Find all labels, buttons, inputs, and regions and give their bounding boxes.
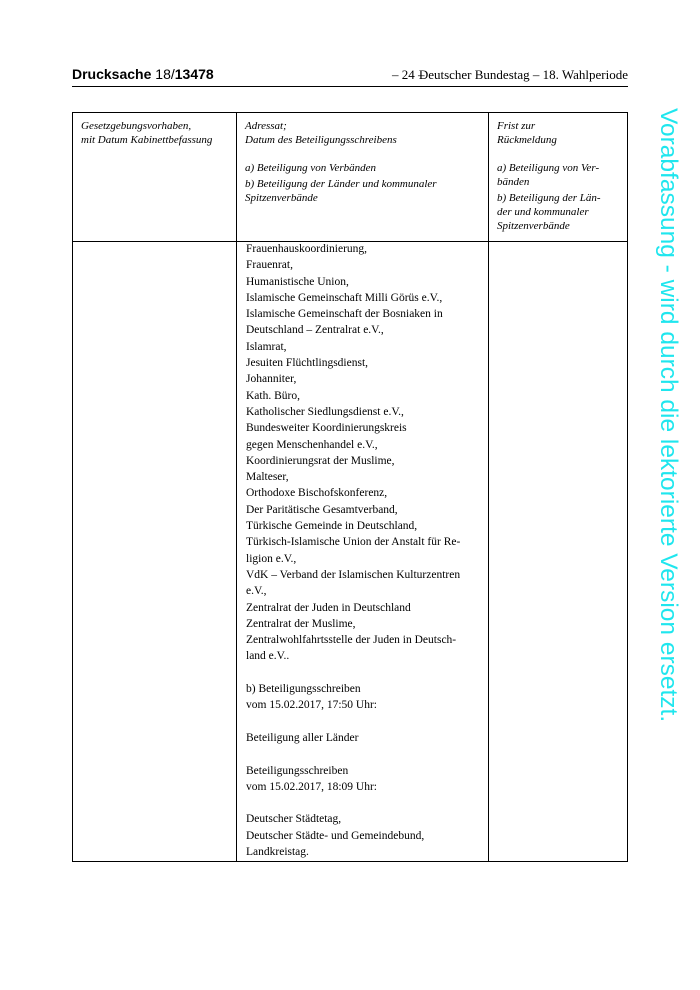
col3-sub-line: der und kommunaler bbox=[497, 206, 589, 218]
addressee-line: Bundesweiter Koordinierungskreis bbox=[246, 422, 407, 435]
drucksache-number bbox=[155, 66, 213, 82]
col2-header-line: Datum des Beteiligungsschreibens bbox=[245, 134, 397, 146]
addressee-line: Landkreistag. bbox=[246, 845, 309, 858]
addressee-line: Türkisch-Islamische Union der Anstalt für Re- bbox=[246, 536, 461, 549]
col3-header bbox=[497, 119, 622, 233]
addressee-line: Deutschland – Zentralrat e.V., bbox=[246, 324, 384, 337]
col2-header bbox=[245, 119, 490, 205]
blank-line bbox=[246, 665, 486, 681]
addressee-line: Islamrat, bbox=[246, 340, 287, 353]
col3-sub-line: bänden bbox=[497, 176, 530, 188]
addressee-line: Humanistische Union, bbox=[246, 275, 349, 288]
addressee-line: Johanniter, bbox=[246, 373, 297, 386]
addressee-line: Zentralwohlfahrtsstelle der Juden in Deutsch- bbox=[246, 634, 457, 647]
addressee-line: Frauenrat, bbox=[246, 259, 293, 272]
addressee-line: Koordinierungsrat der Muslime, bbox=[246, 454, 395, 467]
col2-sub-line: b) Beteiligung der Länder und kommunaler bbox=[245, 178, 437, 190]
col3-sub-line: Spitzenverbände bbox=[497, 220, 570, 232]
drucksache-number-prefix: 18/ bbox=[155, 66, 175, 82]
page-number: – 24 – bbox=[392, 67, 425, 82]
draft-watermark bbox=[648, 100, 688, 900]
addressee-line: VdK – Verband der Islamischen Kulturzentren bbox=[246, 568, 461, 581]
col3-header-line: Rückmeldung bbox=[497, 134, 557, 146]
addressee-line: Türkische Gemeinde in Deutschland, bbox=[246, 520, 418, 533]
addressee-line: land e.V.. bbox=[246, 650, 290, 663]
addressee-line: Zentralrat der Juden in Deutschland bbox=[246, 601, 411, 614]
addressee-line: Kath. Büro, bbox=[246, 389, 300, 402]
col1-header-line: Gesetzgebungsvorhaben, bbox=[81, 120, 192, 132]
drucksache-word: Drucksache bbox=[72, 66, 152, 82]
col1-header bbox=[81, 119, 231, 147]
addressee-line: Deutscher Städte- und Gemeindebund, bbox=[246, 829, 425, 842]
addressee-line: Beteiligung aller Länder bbox=[246, 731, 359, 744]
addressee-line: gegen Menschenhandel e.V., bbox=[246, 438, 378, 451]
addressee-line: Jesuiten Flüchtlingsdienst, bbox=[246, 357, 369, 370]
addressee-line: Islamische Gemeinschaft der Bosniaken in bbox=[246, 308, 443, 321]
addressee-line: Islamische Gemeinschaft Milli Görüs e.V., bbox=[246, 291, 443, 304]
addressee-line: Zentralrat der Muslime, bbox=[246, 617, 356, 630]
drucksache-label bbox=[72, 66, 214, 82]
drucksache-number-value: 13478 bbox=[174, 66, 214, 82]
col3-sub-line: a) Beteiligung von Ver- bbox=[497, 162, 600, 174]
addressee-line: b) Beteiligungsschreiben bbox=[246, 683, 361, 696]
addressee-line: Beteiligungsschreiben bbox=[246, 764, 349, 777]
page-header bbox=[72, 64, 628, 87]
blank-line bbox=[246, 714, 486, 730]
col2-sub-line: a) Beteiligung von Verbänden bbox=[245, 162, 377, 174]
column-divider-2 bbox=[488, 113, 489, 861]
col1-header-line: mit Datum Kabinettbefassung bbox=[81, 134, 213, 146]
addressee-line: Der Paritätische Gesamtverband, bbox=[246, 503, 398, 516]
col3-header-line: Frist zur bbox=[497, 120, 536, 132]
addressee-line: vom 15.02.2017, 17:50 Uhr: bbox=[246, 699, 377, 712]
addressee-line: e.V., bbox=[246, 585, 267, 598]
col3-sub-line: b) Beteiligung der Län- bbox=[497, 192, 601, 204]
addressee-list bbox=[246, 241, 486, 860]
watermark-text: Vorabfassung - wird durch die lektorierte Version ersetzt. bbox=[655, 108, 682, 723]
blank-line bbox=[246, 746, 486, 762]
addressee-line: Katholischer Siedlungsdienst e.V., bbox=[246, 405, 404, 418]
col2-sub-line: Spitzenverbände bbox=[245, 192, 318, 204]
addressee-line: ligion e.V., bbox=[246, 552, 297, 565]
addressee-line: Malteser, bbox=[246, 471, 289, 484]
institution-label: Deutscher Bundestag – 18. Wahlperiode bbox=[418, 67, 628, 82]
addressee-line: Deutscher Städtetag, bbox=[246, 813, 342, 826]
col2-header-line: Adressat; bbox=[245, 120, 287, 132]
addressee-line: Frauenhauskoordinierung, bbox=[246, 243, 368, 255]
participation-table bbox=[72, 112, 628, 862]
addressee-line: vom 15.02.2017, 18:09 Uhr: bbox=[246, 780, 377, 793]
addressee-line: Orthodoxe Bischofskonferenz, bbox=[246, 487, 388, 500]
column-divider-1 bbox=[236, 113, 237, 861]
blank-line bbox=[246, 795, 486, 811]
